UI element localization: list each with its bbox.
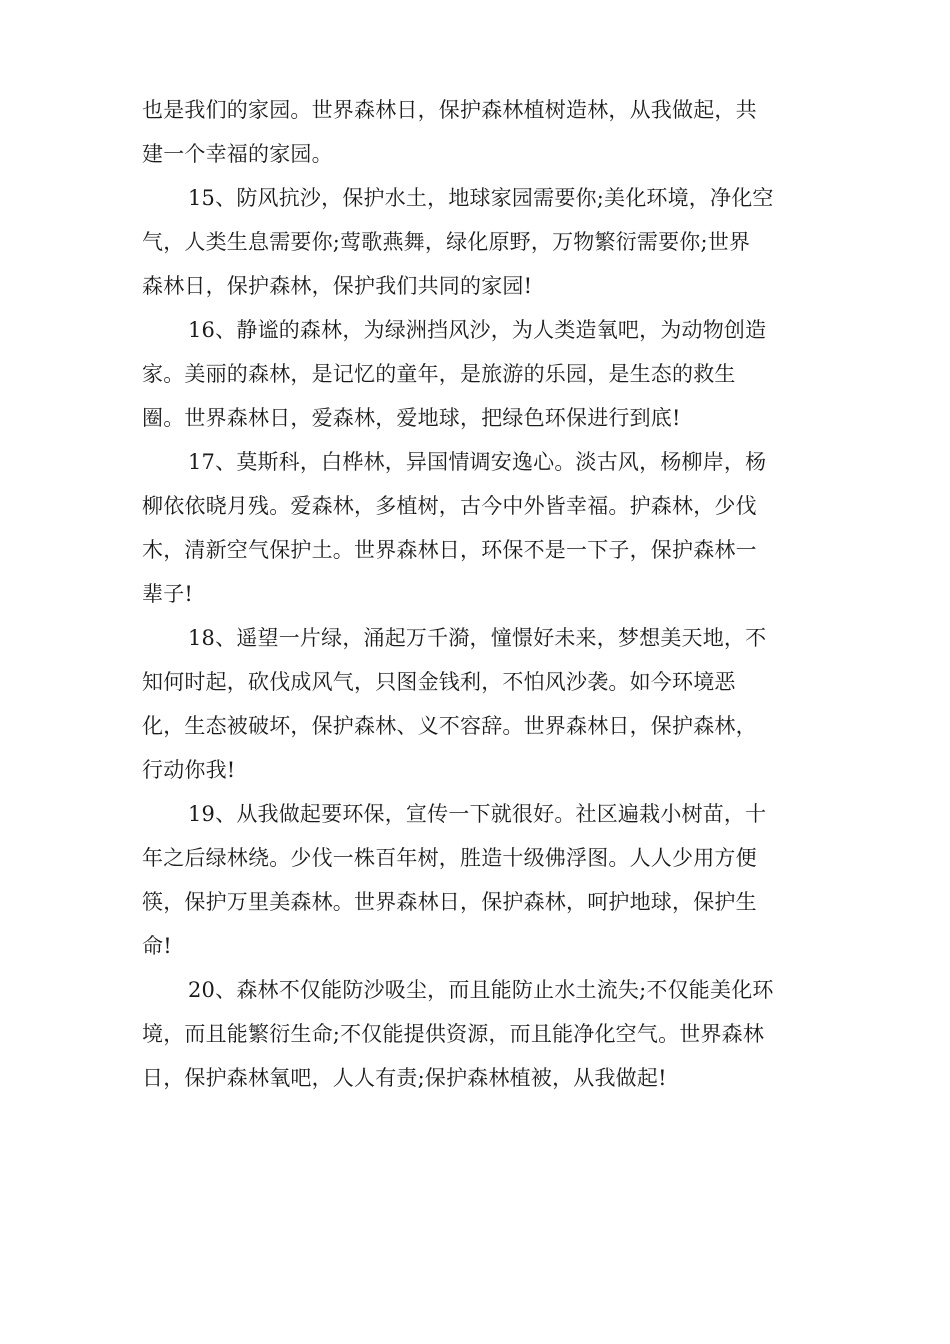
paragraph-17-line-1: 17、莫斯科，白桦林，异国情调安逸心。淡古风，杨柳岸，杨 xyxy=(188,450,767,474)
paragraph-20-line-2: 境，而且能繁衍生命;不仅能提供资源，而且能净化空气。世界森林 xyxy=(142,1022,765,1046)
paragraph-18-line-4: 行动你我! xyxy=(142,758,236,782)
paragraph-16-line-2: 家。美丽的森林，是记忆的童年，是旅游的乐园，是生态的救生 xyxy=(142,362,736,386)
paragraph-17-line-3: 木，清新空气保护土。世界森林日，环保不是一下子，保护森林一 xyxy=(142,538,757,562)
paragraph-17-line-4: 辈子! xyxy=(142,582,194,606)
paragraph-18-line-2: 知何时起，砍伐成风气，只图金钱利，不怕风沙袭。如今环境恶 xyxy=(142,670,736,694)
paragraph-15-line-3: 森林日，保护森林，保护我们共同的家园! xyxy=(142,274,533,298)
paragraph-17-line-2: 柳依依晓月残。爱森林，多植树，古今中外皆幸福。护森林，少伐 xyxy=(142,494,757,518)
paragraph-15-line-1: 15、防风抗沙，保护水土，地球家园需要你;美化环境，净化空 xyxy=(188,186,774,210)
paragraph-19-line-2: 年之后绿林绕。少伐一株百年树，胜造十级佛浮图。人人少用方便 xyxy=(142,846,757,870)
paragraph-14-line-2: 也是我们的家园。世界森林日，保护森林植树造林，从我做起，共 xyxy=(142,98,757,122)
paragraph-20-line-3: 日，保护森林氧吧，人人有责;保护森林植被，从我做起! xyxy=(142,1066,667,1090)
paragraph-19-line-3: 筷，保护万里美森林。世界森林日，保护森林，呵护地球，保护生 xyxy=(142,890,757,914)
paragraph-19-line-4: 命! xyxy=(142,934,172,958)
paragraph-18-line-1: 18、遥望一片绿，涌起万千漪，憧憬好未来，梦想美天地，不 xyxy=(188,626,767,650)
paragraph-18-line-3: 化，生态被破坏，保护森林、义不容辞。世界森林日，保护森林， xyxy=(142,714,757,738)
paragraph-15-line-2: 气，人类生息需要你;莺歌燕舞，绿化原野，万物繁衍需要你;世界 xyxy=(142,230,751,254)
paragraph-16-line-1: 16、静谧的森林，为绿洲挡风沙，为人类造氧吧，为动物创造 xyxy=(188,318,767,342)
paragraph-16-line-3: 圈。世界森林日，爱森林，爱地球，把绿色环保进行到底! xyxy=(142,406,681,430)
paragraph-20-line-1: 20、森林不仅能防沙吸尘，而且能防止水土流失;不仅能美化环 xyxy=(188,978,774,1002)
paragraph-14-line-3: 建一个幸福的家园。 xyxy=(142,142,333,166)
paragraph-19-line-1: 19、从我做起要环保，宣传一下就很好。社区遍栽小树苗，十 xyxy=(188,802,767,826)
